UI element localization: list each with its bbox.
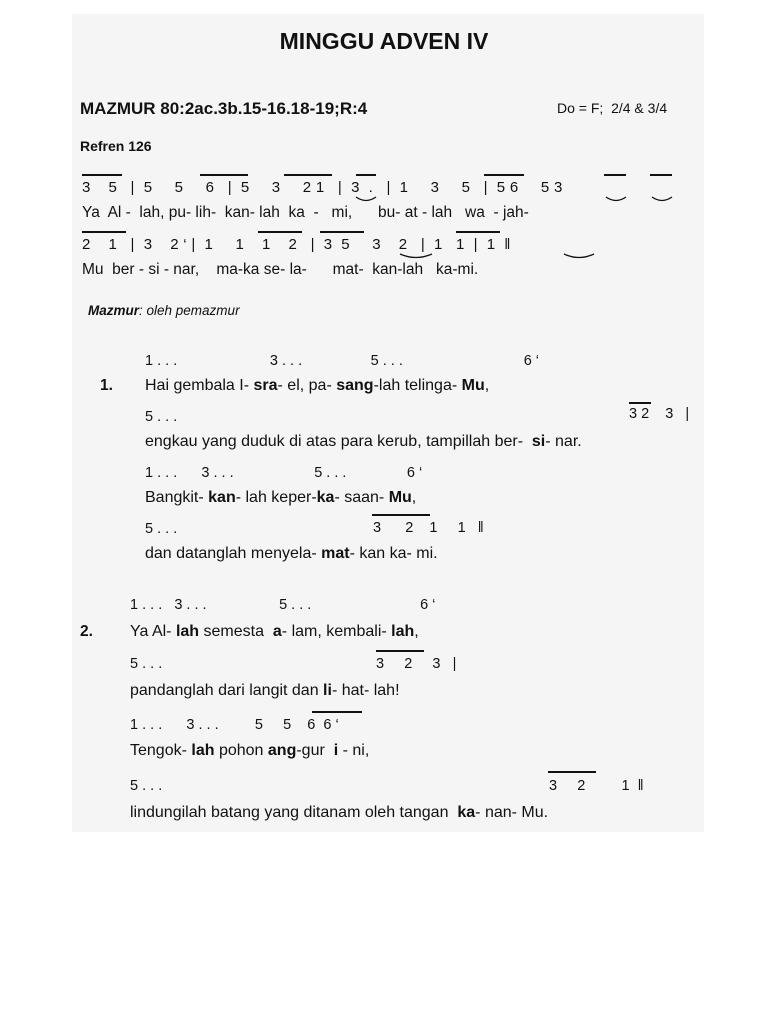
page-title: MINGGU ADVEN IV bbox=[279, 28, 489, 54]
verse2-notes-1: 1 . . . 3 . . . 5 . . . 6 ‘ bbox=[130, 597, 436, 613]
refrain-label: Refren 126 bbox=[80, 138, 152, 154]
beam-line bbox=[604, 174, 626, 176]
verse1-notes-1: 1 . . . 3 . . . 5 . . . 6 ‘ bbox=[145, 353, 540, 369]
verse2-text-1: Ya Al- lah semesta a- lam, kembali- lah, bbox=[130, 623, 419, 640]
beam-line bbox=[356, 174, 376, 176]
slur bbox=[562, 253, 596, 261]
verse1-number: 1. bbox=[100, 377, 113, 394]
verse1-notes-2: 5 . . . bbox=[145, 409, 178, 425]
verse1-notes-3: 1 . . . 3 . . . 5 . . . 6 ‘ bbox=[145, 465, 423, 481]
beam-line bbox=[284, 174, 332, 176]
beam-line bbox=[629, 402, 651, 404]
beam-line bbox=[200, 174, 248, 176]
verse2-text-2: pandanglah dari langit dan li- hat- lah! bbox=[130, 682, 400, 699]
beam-line bbox=[484, 174, 524, 176]
psalm-reference: MAZMUR 80:2ac.3b.15-16.18-19;R:4 bbox=[80, 99, 368, 118]
mazmur-label bbox=[88, 304, 240, 318]
beam-line bbox=[82, 231, 126, 233]
verse2-notes-2: 5 . . . bbox=[130, 656, 163, 672]
verse1-notes-4: 5 . . . bbox=[145, 521, 178, 537]
verse1-text-3: Bangkit- kan- lah keper-ka- saan- Mu, bbox=[145, 489, 417, 506]
verse1-notes-2b: 3 2 3 | bbox=[629, 406, 690, 422]
slur bbox=[604, 196, 628, 204]
refrain-notes-line-1: 3 5 | 5 5 6 | 5 3 2 1 | 3 . | 1 3 5 | 5 6 5 3 bbox=[82, 179, 563, 196]
key-signature: Do = F; 2/4 & 3/4 bbox=[557, 100, 668, 116]
verse2-notes-4b: 3 2 1 ‖ bbox=[549, 778, 644, 794]
beam-line bbox=[312, 711, 362, 713]
slur bbox=[398, 253, 434, 261]
beam-line bbox=[548, 771, 596, 773]
beam-line bbox=[376, 650, 424, 652]
refrain-lyrics-line-2: Mu ber - si - nar, ma-ka se- la- mat- kan-lah ka-mi. bbox=[82, 261, 479, 278]
verse2-notes-4: 5 . . . bbox=[130, 778, 163, 794]
beam-line bbox=[650, 174, 672, 176]
beam-line bbox=[456, 231, 500, 233]
verse1-text-1: Hai gembala I- sra- el, pa- sang-lah telinga- Mu, bbox=[145, 377, 490, 394]
verse2-notes-2b: 3 2 3 | bbox=[376, 656, 457, 672]
verse1-text-2: engkau yang duduk di atas para kerub, tampillah ber- si- nar. bbox=[145, 433, 582, 450]
verse2-text-4: lindungilah batang yang ditanam oleh tangan ka- nan- Mu. bbox=[130, 804, 549, 821]
verse2-text-3: Tengok- lah pohon ang-gur i - ni, bbox=[130, 742, 370, 759]
beam-line bbox=[82, 174, 122, 176]
verse1-text-4: dan datanglah menyela- mat- kan ka- mi. bbox=[145, 545, 438, 562]
beam-line bbox=[258, 231, 302, 233]
slur bbox=[650, 196, 674, 204]
mazmur-label-bold: Mazmur bbox=[88, 303, 140, 318]
verse2-number: 2. bbox=[80, 623, 93, 640]
verse1-notes-4b: 3 2 1 1 ‖ bbox=[373, 520, 484, 536]
refrain-lyrics-line-1: Ya Al - lah, pu- lih- kan- lah ka - mi, bu- at - lah wa - jah- bbox=[82, 204, 529, 221]
verse2-notes-3: 1 . . . 3 . . . 5 5 6 6 ‘ bbox=[130, 717, 339, 733]
refrain-notes-line-2: 2 1 | 3 2 ‘ | 1 1 1 2 | 3 5 3 2 | 1 1 | 1 ‖ bbox=[82, 236, 511, 253]
mazmur-label-rest: : oleh pemazmur bbox=[139, 303, 240, 318]
beam-line bbox=[372, 514, 430, 516]
slur bbox=[354, 196, 378, 204]
beam-line bbox=[320, 231, 364, 233]
